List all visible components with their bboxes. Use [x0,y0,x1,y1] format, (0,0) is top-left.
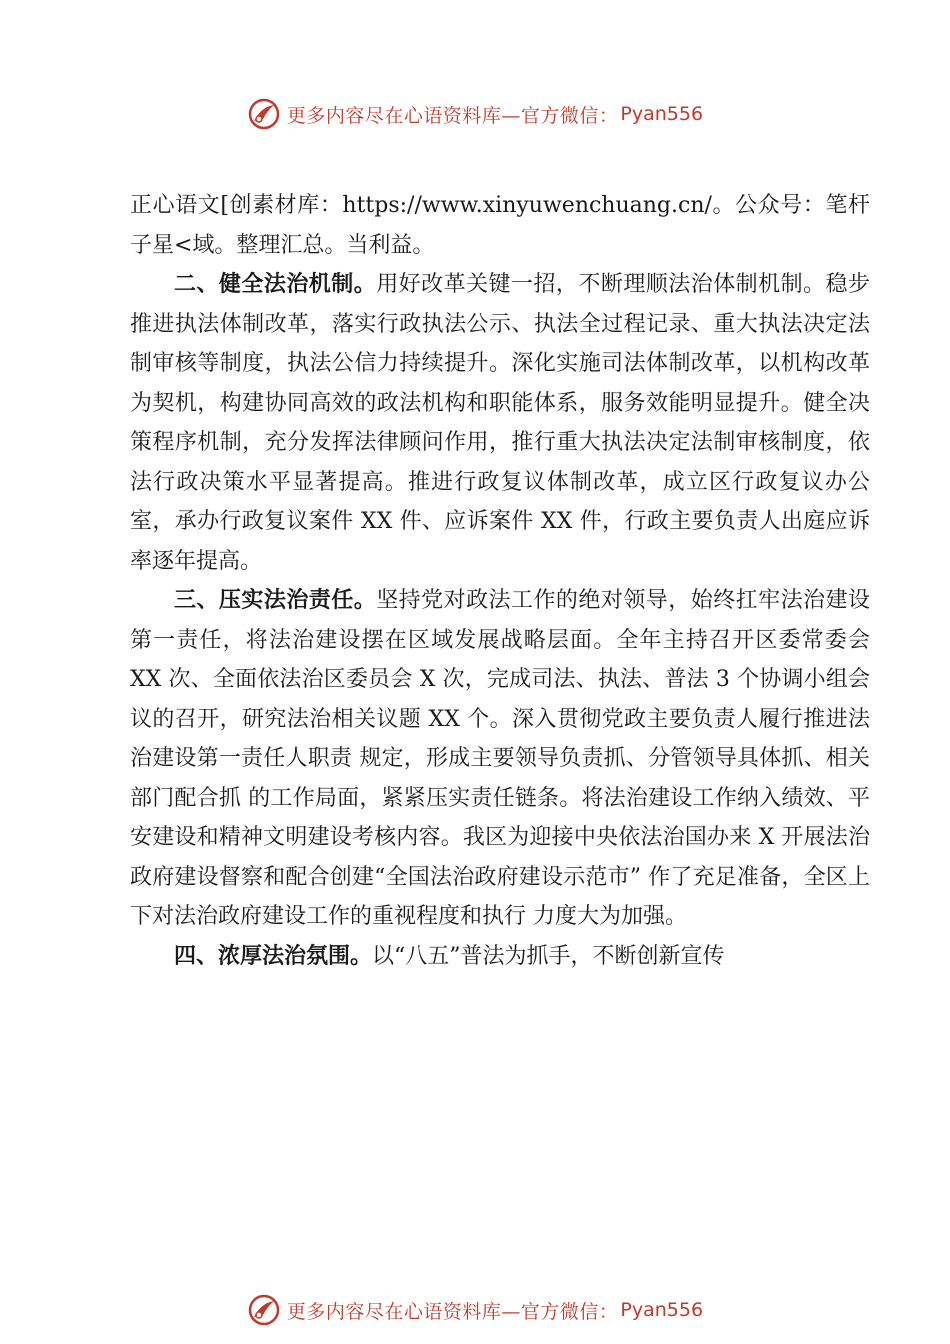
header-banner-text: 更多内容尽在心语资料库—官方微信： [286,104,619,127]
paragraph-section-2 [130,265,870,581]
document-body [130,186,870,976]
footer-banner-text: 更多内容尽在心语资料库—官方微信： [286,1300,619,1323]
brush-logo-icon [247,1293,281,1327]
header-wechat-id: Pyan556 [620,103,704,125]
paragraph-text: 坚持党对政法工作的绝对领导，始终扛牢法治建设第一责任，将法治建设摆在区域发展战略层面。全年主持召开区委常委会 XX 次、全面依法治区委员会 X 次，完成司法、执法、普法 3 个协调小组会议的召开，研究法治相关议题 XX 个。深入贯彻党政主要负责人履行推进法治建设第一责任人职责 规定，形成主要领导负责抓、分管领导具体抓、相关部门配合抓 的工作局面，紧紧压实责任链条。将法治建设工作纳入绩效、平 安建设和精神文明建设考核内容。我区为迎接中央依法治国办来 X 开展法治政府建设督察和配合创建“全国法治政府建设示范市” 作了充足准备，全区上下对法治政府建设工作的重视程度和执行 力度大为加强。 [130,588,870,929]
paragraph-section-4 [130,937,870,977]
section-heading: 二、健全法治机制。 [174,272,377,297]
paragraph-text: 用好改革关键一招，不断理顺法治体制机制。稳步推进执法体制改革，落实行政执法公示、执法全过程记录、重大执法决定法制审核等制度，执法公信力持续提升。深化实施司法体制改革，以机构改革为契机，构建协同高效的政法机构和职能体系，服务效能明显提升。健全决策程序机制，充分发挥法律顾问作用，推行重大执法决定法制审核制度，依法行政决策水平显著提高。推进行政复议体制改革，成立区行政复议办公室，承办行政复议案件 XX 件、应诉案件 XX 件，行政主要负责人出庭应诉率逐年提高。 [130,272,870,574]
footer-wechat-id: Pyan556 [620,1299,704,1321]
paragraph-text: 正心语文[创素材库：https://www.xinyuwenchuang.cn/。公众号：笔杆子星<域。整理汇总。当利益。 [130,193,870,258]
brush-logo-icon [247,97,281,131]
paragraph-section-3 [130,581,870,937]
section-heading: 三、压实法治责任。 [174,588,377,613]
section-heading: 四、浓厚法治氛围。 [174,943,373,969]
footer-banner [0,1290,950,1330]
header-banner [0,94,950,134]
paragraph-intro [130,186,870,265]
paragraph-text: 以“八五”普法为抓手，不断创新宣传 [372,943,725,969]
